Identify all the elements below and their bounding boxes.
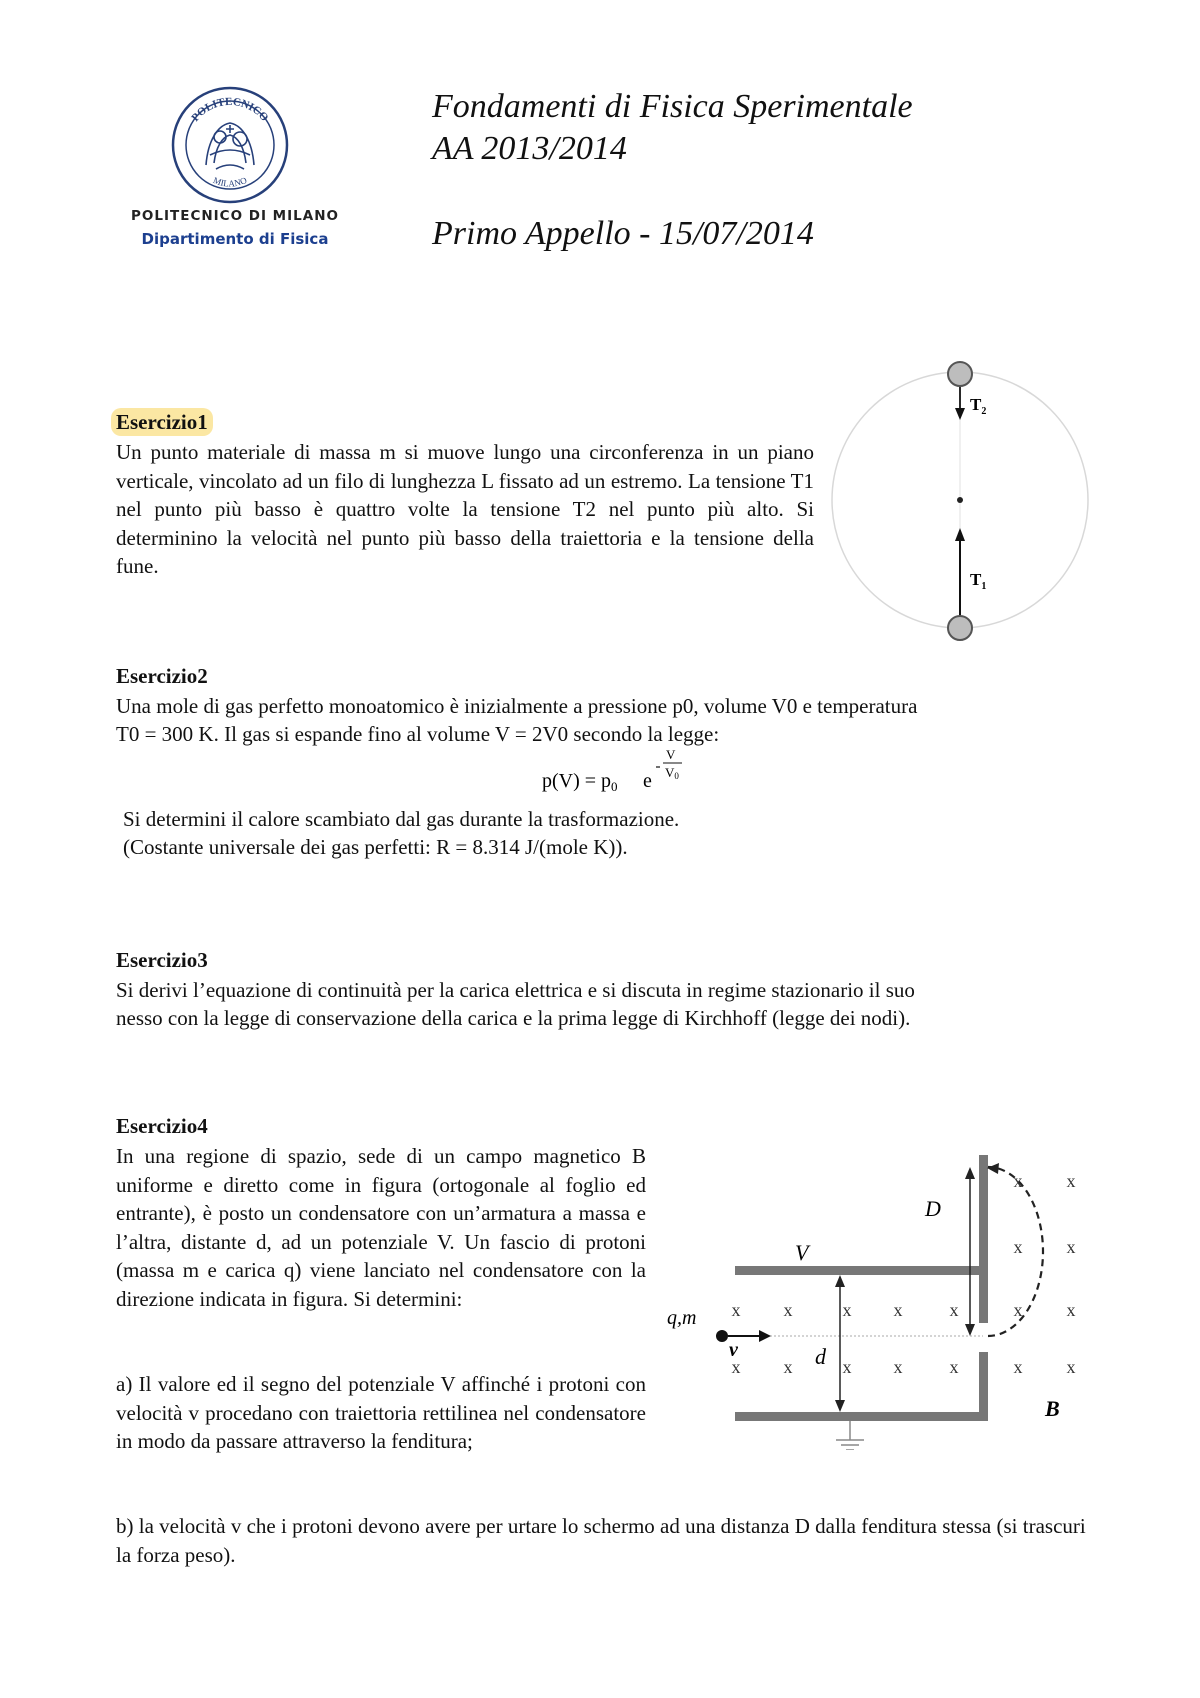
formula-exp-den-sub: 0 [674,771,679,781]
exercise2-line4: (Costante universale dei gas perfetti: R = 8.314 J/(mole K)). [123,835,628,859]
field-cross: x [1013,1300,1023,1320]
formula-e: e [643,770,652,792]
field-cross: x [893,1357,903,1377]
label-V: V [795,1240,809,1265]
field-cross: x [731,1300,741,1320]
label-t1: T [970,570,982,589]
exercise1-figure [825,360,1095,660]
ground-symbol [836,1440,864,1450]
label-t1-sub: 1 [981,581,987,592]
field-cross: x [842,1357,852,1377]
exercise2-line3: Si determini il calore scambiato dal gas durante la trasformazione. [123,807,680,831]
seal-text-bottom: MILANO [211,174,249,189]
center-point [957,497,963,503]
field-cross: x [1066,1300,1076,1320]
course-title: Fondamenti di Fisica Sperimentale [432,88,913,125]
exercise4-part-b: b) la velocità v che i protoni devono avere per urtare lo schermo ad una distanza D dalla fenditura stessa (si trascuri la forza peso). [116,1514,1086,1567]
svg-text:p(V) = p0 [542,770,618,794]
formula-lhs: p(V) = p [542,770,612,792]
field-cross: x [893,1300,903,1320]
formula-exp-num: V [666,747,676,762]
academic-year: AA 2013/2014 [432,130,627,167]
mass-top [948,362,972,386]
exercise4-part-a: a) Il valore ed il segno del potenziale V affinché i protoni con velocità v procedano con traiettoria rettilinea nel condensatore in modo da passare attraverso la fenditura; [116,1372,646,1453]
svg-text:T2 [970,395,986,417]
field-cross: x [1066,1237,1076,1257]
proton [716,1330,728,1342]
svg-text:POLITECNICO [189,96,271,124]
field-cross: x [731,1357,741,1377]
capacitor-bottom-plate [735,1412,980,1421]
formula-exp-den: V [665,765,675,780]
field-cross: x [1013,1357,1023,1377]
seal-text-top: POLITECNICO [189,95,271,124]
exercise4-intro: In una regione di spazio, sede di un campo magnetico B uniforme e diretto come in figura (ortogonale al foglio ed entrante), è posto un condensatore con un’armatura a massa e l’altra, distante d, ad un potenziale V. Un fascio di protoni (massa m e carica q) viene lanciato nel condensatore con la direzione indicata in figura. Si determini: [116,1144,646,1311]
exam-title: Primo Appello - 15/07/2014 [432,215,814,252]
field-cross: x [949,1357,959,1377]
capacitor-top-plate [735,1266,980,1275]
exercise4-heading: Esercizio4 [116,1114,208,1138]
exercise3-heading: Esercizio3 [116,948,208,972]
logo-department-name: Dipartimento di Fisica [141,230,329,248]
exercise3-line2: nesso con la legge di conservazione della carica e la prima legge di Kirchhoff (legge dei nodi). [116,1006,911,1030]
exercise1-heading: Esercizio1 [116,410,213,435]
exercise1-text: Un punto materiale di massa m si muove lungo una circonferenza in un piano verticale, vincolato ad un filo di lunghezza L fissato ad un estremo. La tensione T1 nel punto più basso è quattro volte la tensione T2 nel punto più alto. Si determinino la velocità nel punto più basso della traiettoria e la tensione della fune. [116,440,814,578]
screen-lower [979,1352,988,1421]
svg-text:V0 [665,765,679,781]
field-cross: x [783,1300,793,1320]
exercise4-figure [665,1150,1105,1450]
velocity-arrow [759,1330,771,1342]
tension-t2-arrow [955,408,965,420]
formula-p-sub: 0 [611,779,618,794]
tension-t1-arrow [955,528,965,541]
label-B: B [1045,1396,1060,1421]
mass-bottom [948,616,972,640]
label-v: v [729,1339,738,1361]
label-d: d [815,1344,826,1369]
field-cross: x [1013,1237,1023,1257]
field-cross: x [1013,1171,1023,1191]
exercise2-line2: T0 = 300 K. Il gas si espande fino al volume V = 2V0 secondo la legge: [116,722,720,746]
svg-text:T1 [970,570,986,592]
screen-upper [979,1155,988,1323]
logo-university-name: POLITECNICO DI MILANO [131,208,339,224]
label-t2: T [970,395,982,414]
exercise2-line1: Una mole di gas perfetto monoatomico è inizialmente a pressione p0, volume V0 e temperatura [116,694,918,718]
label-D: D [925,1196,941,1221]
field-cross: x [1066,1357,1076,1377]
field-cross: x [783,1357,793,1377]
university-seal [170,85,290,205]
label-t2-sub: 2 [981,406,987,417]
exercise2-heading: Esercizio2 [116,664,208,688]
field-cross: x [949,1300,959,1320]
exercise2-formula [540,745,690,797]
label-qm: q,m [667,1307,697,1329]
field-cross: x [1066,1171,1076,1191]
field-cross: x [842,1300,852,1320]
exercise3-line1: Si derivi l’equazione di continuità per la carica elettrica e si discuta in regime stazionario il suo [116,978,915,1002]
